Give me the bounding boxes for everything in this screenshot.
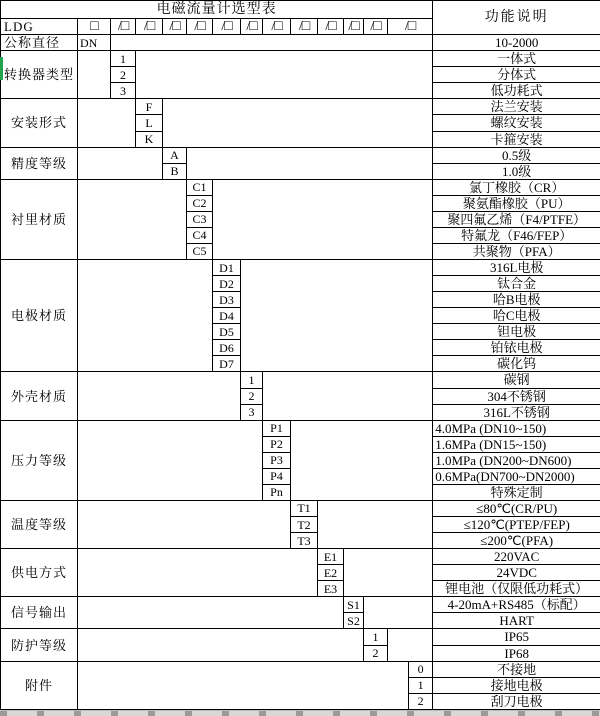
spacer-cell xyxy=(78,629,364,661)
code-cell: 2 xyxy=(364,645,388,661)
desc-cell: 螺纹安装 xyxy=(433,115,600,131)
model-slot: /□ xyxy=(364,19,388,35)
spacer-cell xyxy=(163,99,433,147)
code-cell: D4 xyxy=(213,308,241,324)
desc-cell: 0.5级 xyxy=(433,147,600,163)
desc-cell: 不接地 xyxy=(433,661,600,677)
code-cell: C3 xyxy=(187,211,213,227)
function-header: 功能说明 xyxy=(433,1,600,35)
spacer-cell xyxy=(78,260,213,372)
category-label: 衬里材质 xyxy=(1,179,78,259)
spacer-cell xyxy=(78,500,291,548)
spacer-cell xyxy=(364,597,433,629)
desc-cell: IP68 xyxy=(433,645,600,661)
code-cell: E2 xyxy=(318,565,344,581)
desc-cell: 聚氨酯橡胶（PU） xyxy=(433,195,600,211)
title-row xyxy=(1,1,600,19)
category-label: 转换器类型 xyxy=(1,51,78,99)
table-row xyxy=(1,51,600,67)
code-cell: F xyxy=(136,99,163,115)
desc-cell: 220VAC xyxy=(433,549,600,565)
spacer-cell xyxy=(78,51,111,99)
code-cell: 1 xyxy=(241,372,263,388)
category-label: 信号输出 xyxy=(1,597,78,629)
spacer-cell xyxy=(78,597,344,629)
desc-cell: 一体式 xyxy=(433,51,600,67)
model-slot: /□ xyxy=(318,19,344,35)
code-cell: C4 xyxy=(187,227,213,243)
code-cell: 1 xyxy=(364,629,388,645)
spacer-cell xyxy=(78,99,136,147)
spacer-cell xyxy=(78,420,263,500)
spacer-cell xyxy=(78,372,241,420)
spacer-cell xyxy=(78,661,409,709)
code-cell: B xyxy=(163,163,187,179)
code-cell: L xyxy=(136,115,163,131)
code-cell: T1 xyxy=(291,500,318,516)
spacer-cell xyxy=(318,500,433,548)
code-cell: S1 xyxy=(344,597,364,613)
table-row xyxy=(1,597,600,613)
desc-cell: 316L不锈钢 xyxy=(433,404,600,420)
spacer-cell xyxy=(291,420,433,500)
code-cell: 2 xyxy=(409,693,433,709)
table-row xyxy=(1,35,600,51)
desc-cell: 氯丁橡胶（CR） xyxy=(433,179,600,195)
model-slot: /□ xyxy=(291,19,318,35)
code-cell: D3 xyxy=(213,292,241,308)
table-row xyxy=(1,420,600,436)
desc-cell: ≤200℃(PFA) xyxy=(433,533,600,549)
code-cell: D5 xyxy=(213,324,241,340)
spacer-cell xyxy=(263,372,433,420)
desc-cell: 1.0MPa (DN200~DN600) xyxy=(433,452,600,468)
category-label: 防护等级 xyxy=(1,629,78,661)
model-prefix: LDG xyxy=(1,19,78,35)
sheet-edge-strip xyxy=(0,710,600,716)
desc-cell: 1.6MPa (DN15~150) xyxy=(433,436,600,452)
code-cell: 3 xyxy=(241,404,263,420)
category-label: 温度等级 xyxy=(1,500,78,548)
page-title: 电磁流量计选型表 xyxy=(1,1,433,19)
model-slot: /□ xyxy=(187,19,213,35)
desc-cell: IP65 xyxy=(433,629,600,645)
model-slot: /□ xyxy=(241,19,263,35)
spacer-cell xyxy=(187,147,433,179)
code-cell: 0 xyxy=(409,661,433,677)
code-cell: DN xyxy=(78,35,111,51)
table-row xyxy=(1,372,600,388)
desc-cell: 刮刀电极 xyxy=(433,693,600,709)
code-cell: 2 xyxy=(111,67,136,83)
table-row xyxy=(1,260,600,276)
category-label: 供电方式 xyxy=(1,549,78,597)
table-row xyxy=(1,661,600,677)
category-label: 外壳材质 xyxy=(1,372,78,420)
desc-cell: 碳化钨 xyxy=(433,356,600,372)
desc-cell: 碳钢 xyxy=(433,372,600,388)
code-cell: K xyxy=(136,131,163,147)
desc-cell: 10-2000 xyxy=(433,35,600,51)
category-label: 安装形式 xyxy=(1,99,78,147)
spacer-cell xyxy=(78,549,318,597)
desc-cell: 聚四氟乙烯（F4/PTFE） xyxy=(433,211,600,227)
spacer-cell xyxy=(388,629,433,661)
category-label: 公称直径 xyxy=(1,35,78,51)
category-label: 精度等级 xyxy=(1,147,78,179)
code-cell: P3 xyxy=(263,452,291,468)
category-label: 压力等级 xyxy=(1,420,78,500)
desc-cell: 锂电池（仅限低功耗式） xyxy=(433,581,600,597)
code-cell: D1 xyxy=(213,260,241,276)
desc-cell: 钽电极 xyxy=(433,324,600,340)
desc-cell: 低功耗式 xyxy=(433,83,600,99)
desc-cell: 分体式 xyxy=(433,67,600,83)
spacer-cell xyxy=(136,51,433,99)
model-slot: /□ xyxy=(111,19,136,35)
code-cell: E1 xyxy=(318,549,344,565)
desc-cell: 特殊定制 xyxy=(433,484,600,500)
code-cell: T3 xyxy=(291,533,318,549)
code-cell: 1 xyxy=(111,51,136,67)
desc-cell: 4-20mA+RS485（标配） xyxy=(433,597,600,613)
model-slot: /□ xyxy=(388,19,433,35)
category-label: 电极材质 xyxy=(1,260,78,372)
spacer-cell xyxy=(213,179,433,259)
desc-cell: HART xyxy=(433,613,600,629)
spacer-cell xyxy=(241,260,433,372)
desc-cell: 卡箍安装 xyxy=(433,131,600,147)
spacer-cell xyxy=(344,549,433,597)
desc-cell: 0.6MPa(DN700~DN2000) xyxy=(433,468,600,484)
table-row xyxy=(1,629,600,645)
desc-cell: 哈C电极 xyxy=(433,308,600,324)
spacer-cell xyxy=(111,35,433,51)
code-cell: 2 xyxy=(241,388,263,404)
code-cell: D7 xyxy=(213,356,241,372)
desc-cell: 共聚物（PFA） xyxy=(433,243,600,259)
desc-cell: 哈B电极 xyxy=(433,292,600,308)
spacer-cell xyxy=(78,147,163,179)
code-cell: T2 xyxy=(291,517,318,533)
desc-cell: 316L电极 xyxy=(433,260,600,276)
desc-cell: 24VDC xyxy=(433,565,600,581)
desc-cell: 304不锈钢 xyxy=(433,388,600,404)
code-cell: P2 xyxy=(263,436,291,452)
code-cell: P4 xyxy=(263,468,291,484)
model-slot: /□ xyxy=(263,19,291,35)
table-row xyxy=(1,147,600,163)
spacer-cell xyxy=(78,179,187,259)
code-cell: 3 xyxy=(111,83,136,99)
table-row xyxy=(1,179,600,195)
code-cell: P1 xyxy=(263,420,291,436)
code-cell: D6 xyxy=(213,340,241,356)
code-cell: A xyxy=(163,147,187,163)
code-cell: D2 xyxy=(213,276,241,292)
code-cell: C2 xyxy=(187,195,213,211)
code-cell: C1 xyxy=(187,179,213,195)
code-cell: S2 xyxy=(344,613,364,629)
model-slot: /□ xyxy=(136,19,163,35)
table-row xyxy=(1,549,600,565)
desc-cell: 铂铱电极 xyxy=(433,340,600,356)
model-slot: /□ xyxy=(344,19,364,35)
code-cell: Pn xyxy=(263,484,291,500)
desc-cell: 接地电极 xyxy=(433,677,600,693)
category-label: 附件 xyxy=(1,661,78,709)
code-cell: E3 xyxy=(318,581,344,597)
table-row xyxy=(1,500,600,516)
model-slot: /□ xyxy=(213,19,241,35)
desc-cell: 钛合金 xyxy=(433,276,600,292)
desc-cell: 1.0级 xyxy=(433,163,600,179)
selection-artifact xyxy=(0,57,3,80)
model-slot: /□ xyxy=(163,19,187,35)
desc-cell: 4.0MPa (DN10~150) xyxy=(433,420,600,436)
desc-cell: ≤120℃(PTEP/FEP) xyxy=(433,517,600,533)
table-row xyxy=(1,99,600,115)
desc-cell: ≤80℃(CR/PU) xyxy=(433,500,600,516)
code-cell: C5 xyxy=(187,243,213,259)
desc-cell: 法兰安装 xyxy=(433,99,600,115)
model-box: □ xyxy=(78,19,111,35)
desc-cell: 特氟龙（F46/FEP） xyxy=(433,227,600,243)
code-cell: 1 xyxy=(409,677,433,693)
